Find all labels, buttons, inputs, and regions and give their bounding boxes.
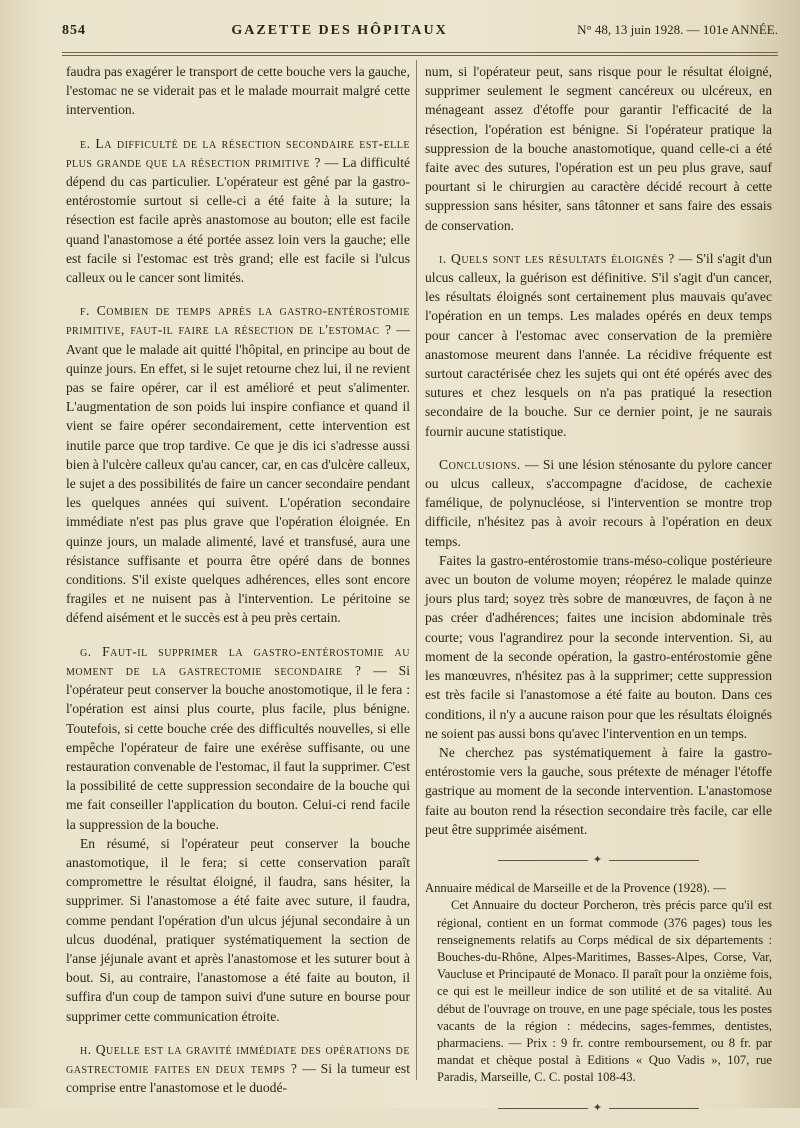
section-f bbox=[66, 301, 410, 627]
section-e bbox=[66, 134, 410, 288]
page-header bbox=[62, 22, 778, 46]
conclusions-heading: Conclusions. bbox=[439, 456, 521, 472]
left-column bbox=[66, 62, 410, 1097]
section-h-text: — Si la tumeur est comprise entre l'anastomose et le duodé- bbox=[66, 1060, 410, 1096]
paragraph-continuation: faudra pas exagérer le transport de cette bouche vers la gauche, l'estomac ne se viderait pas et le malade mourrait malgré cette intervention. bbox=[66, 64, 410, 118]
notice-title: Annuaire médical de Marseille et de la Provence (1928). — bbox=[425, 881, 726, 896]
annuaire-notice bbox=[425, 880, 772, 1086]
section-i bbox=[425, 249, 772, 441]
paragraph-continuation-right: num, si l'opérateur peut, sans risque pour le résultat éloigné, supprimer seulement le segment cancéreux ou ulcéreux, en ménageant assez d'étoffe pour garantir l'efficacité de la résection, l'opération est bénigne. Si l'opérateur pratique la suppression de la bouche anastomotique, quand celle-ci a été faite avec des sutures, l'opération est un peu plus grave, sauf pourtant si le chirurgien au caractère décidé recourt à cette suppression sans hésiter, sans tâtonner et sans faire des essais de conservation. bbox=[425, 64, 772, 233]
section-h-heading: h. Quelle est la gravité immédiate des opérations de gastrectomie faites en deux temps ? bbox=[66, 1041, 410, 1076]
section-f-text: — Avant que le malade ait quitté l'hôpital, en principe au bout de quinze jours. En effet, si le sujet retourne chez lui, il ne revient pas se faire opérer, car il est amélioré et peut s'alimenter. L'augmentation de son poids lui inspire confiance et quand il vient se faire opérer secondairement, cette intervention est inutile parce que trop tardive. Ce que je dis ici s'adresse aussi bien à l'ulcère calleux qu'au cancer, car, en cas d'ulcère calleux, le sujet a des possibilités de faire un cancer secondaire pendant les quelques années qui suivent. L'opération secondaire immédiate n'est pas plus grave que l'opération éloignée. En quinze jours, un malade alimenté, lavé et transfusé, aura une résistance suffisante et pourra être opéré dans de bonnes conditions. S'il existe quelques adhérences, elles sont encore fragiles et ne nuisent pas à l'intervention. Le péritoine se défend aisément et le succès est à peu près certain. bbox=[66, 322, 411, 626]
column-divider bbox=[416, 60, 417, 1080]
notice-body: Cet Annuaire du docteur Porcheron, très précis parce qu'il est régional, contient en un format commode (376 pages) tous les renseignements relatifs au Corps médical de six départements : Bouches-du-Rhône, Alpes-Maritimes, Basses-Alpes, Corse, Var, Vaucluse et Principauté de Monaco. Il paraît pour la onzième fois, ce qui est le meilleur indice de son utilité et de sa vitalité. Au début de l'ouvrage on trouve, en une page spéciale, tous les postes vacants de la région : médecins, sages-femmes, dentistes, pharmaciens. — Prix : 9 fr. contre remboursement, ou 8 fr. par mandat et chèque postal à Editions « Quo Vadis », 107, rue Paradis, Marseille, C. C. postal 108-43. bbox=[437, 898, 772, 1085]
section-f-heading: f. Combien de temps après la gastro-entérostomie primitive, faut-il faire la résection de l'estomac ? bbox=[66, 303, 410, 338]
paragraph-ne-cherchez: Ne cherchez pas systématiquement à faire la gastro-entérostomie vers la gauche, sous prétexte de ménager l'étoffe gastrique au moment de la seconde intervention. L'anastomose faite au bouton rend la résection secondaire très facile, car elle peut être supprimée aisément. bbox=[425, 744, 772, 837]
conclusions-text: — Si une lésion sténosante du pylore cancer ou ulcus calleux, s'accompagne d'acidose, de cachexie famélique, de polynucléose, si l'intervention se montre trop difficile, n'hésitez pas à avoir recours à l'opération en deux temps. bbox=[425, 456, 772, 549]
issue-info: N° 48, 13 juin 1928. — 101e ANNÉE. bbox=[577, 22, 778, 37]
paragraph-resume: En résumé, si l'opérateur peut conserver la bouche anastomotique, il le fera; si cette conservation paraît compromettre le résultat éloigné, il faudra, sans hésiter, la supprimer. Si l'anastomose a été faite avec suture, il faudra, comme pendant l'opération d'un ulcus jéjunal secondaire à un ulcus duodénal, pratiquer systématiquement la section de l'anse jéjunale avant et après l'anastomose et les suturer bout à bout. Si, au contraire, l'anastomose a été faite au bouton, il suffira d'un coup de tampon suivi d'une suture en bourse pour supprimer cette communication étroite. bbox=[66, 835, 410, 1024]
section-i-text: — S'il s'agit d'un ulcus calleux, la guérison est définitive. S'il s'agit d'un cancer, les résultats éloignés sont certainement plus mauvais qu'avec l'opération en un temps. Les malades opérés en deux temps pour cancer à l'estomac avec conservation de la première anastomose meurent dans l'année. La récidive fréquente est surtout caractérisée chez les sujets qui ont été opérés avec des sutures et chez lesquels on n'a pas pratiqué la resection secondaire de la bouche. Sur ce dernier point, je ne saurais fournir aucune statistique. bbox=[425, 250, 773, 439]
ornament-divider: ✦ bbox=[425, 851, 772, 870]
page-number: 854 bbox=[62, 23, 86, 38]
conclusions bbox=[425, 455, 772, 551]
header-rule bbox=[62, 52, 778, 56]
paragraph-faites: Faites la gastro-entérostomie trans-méso-colique postérieure avec un bouton de volume moyen; réopérez le malade quinze jours plus tard; soyez très sobre de manœuvres, de façon à ne pas créer d'adhérences; faites une incision abdominale très courte; vous l'agrandirez pour la seconde intervention. Si, au moment de la seconde opération, la gastro-entérostomie gêne les manœuvres, n'hésitez pas à la supprimer; cette suppression est très facile si l'anastomose a été faite au bouton. Dans ces conditions, il n'y a aucune raison pour que les résultats éloignés ne soient pas aussi bons qu'avec l'intervention en un temps. bbox=[425, 552, 772, 741]
journal-title: GAZETTE DES HÔPITAUX bbox=[231, 23, 448, 38]
section-g bbox=[66, 642, 410, 834]
right-column bbox=[425, 62, 772, 1128]
section-i-heading: i. Quels sont les résultats éloignés ? bbox=[439, 250, 675, 266]
section-h bbox=[66, 1040, 410, 1098]
ornament-divider-bottom: ✦ bbox=[425, 1099, 772, 1118]
section-g-heading: g. Faut-il supprimer la gastro-entérostomie au moment de la gastrectomie secondaire ? bbox=[66, 643, 410, 678]
section-g-text: — Si l'opérateur peut conserver la bouche anostomotique, il le fera : l'opération est ainsi plus courte, plus facile, plus bénigne. Toutefois, si cette bouche crée des difficultés nouvelles, si elle empêche l'opérateur de faire une exérèse suffisante, ou une restauration convenable de l'estomac, il faut la supprimer. C'est la possibilité de cette suppression secondaire de la bouche qui me fait conseiller l'application du bouton. Celui-ci rend facile la suppression de la bouche. bbox=[66, 662, 410, 832]
section-e-text: — La difficulté dépend du cas particulier. L'opérateur est gêné par la gastro-entérostomie surtout si celle-ci a été faite à la suture; la résection est facile après anastomose au bouton; elle est facile quand l'anastomose a été portée assez loin vers la gauche; elle est facile si l'estomac est très grand; elle est facile si l'ulcus calleux ou le cancer sont limités. bbox=[66, 154, 410, 286]
section-e-heading: e. La difficulté de la résection secondaire est-elle plus grande que la résection primitive ? bbox=[66, 135, 410, 170]
